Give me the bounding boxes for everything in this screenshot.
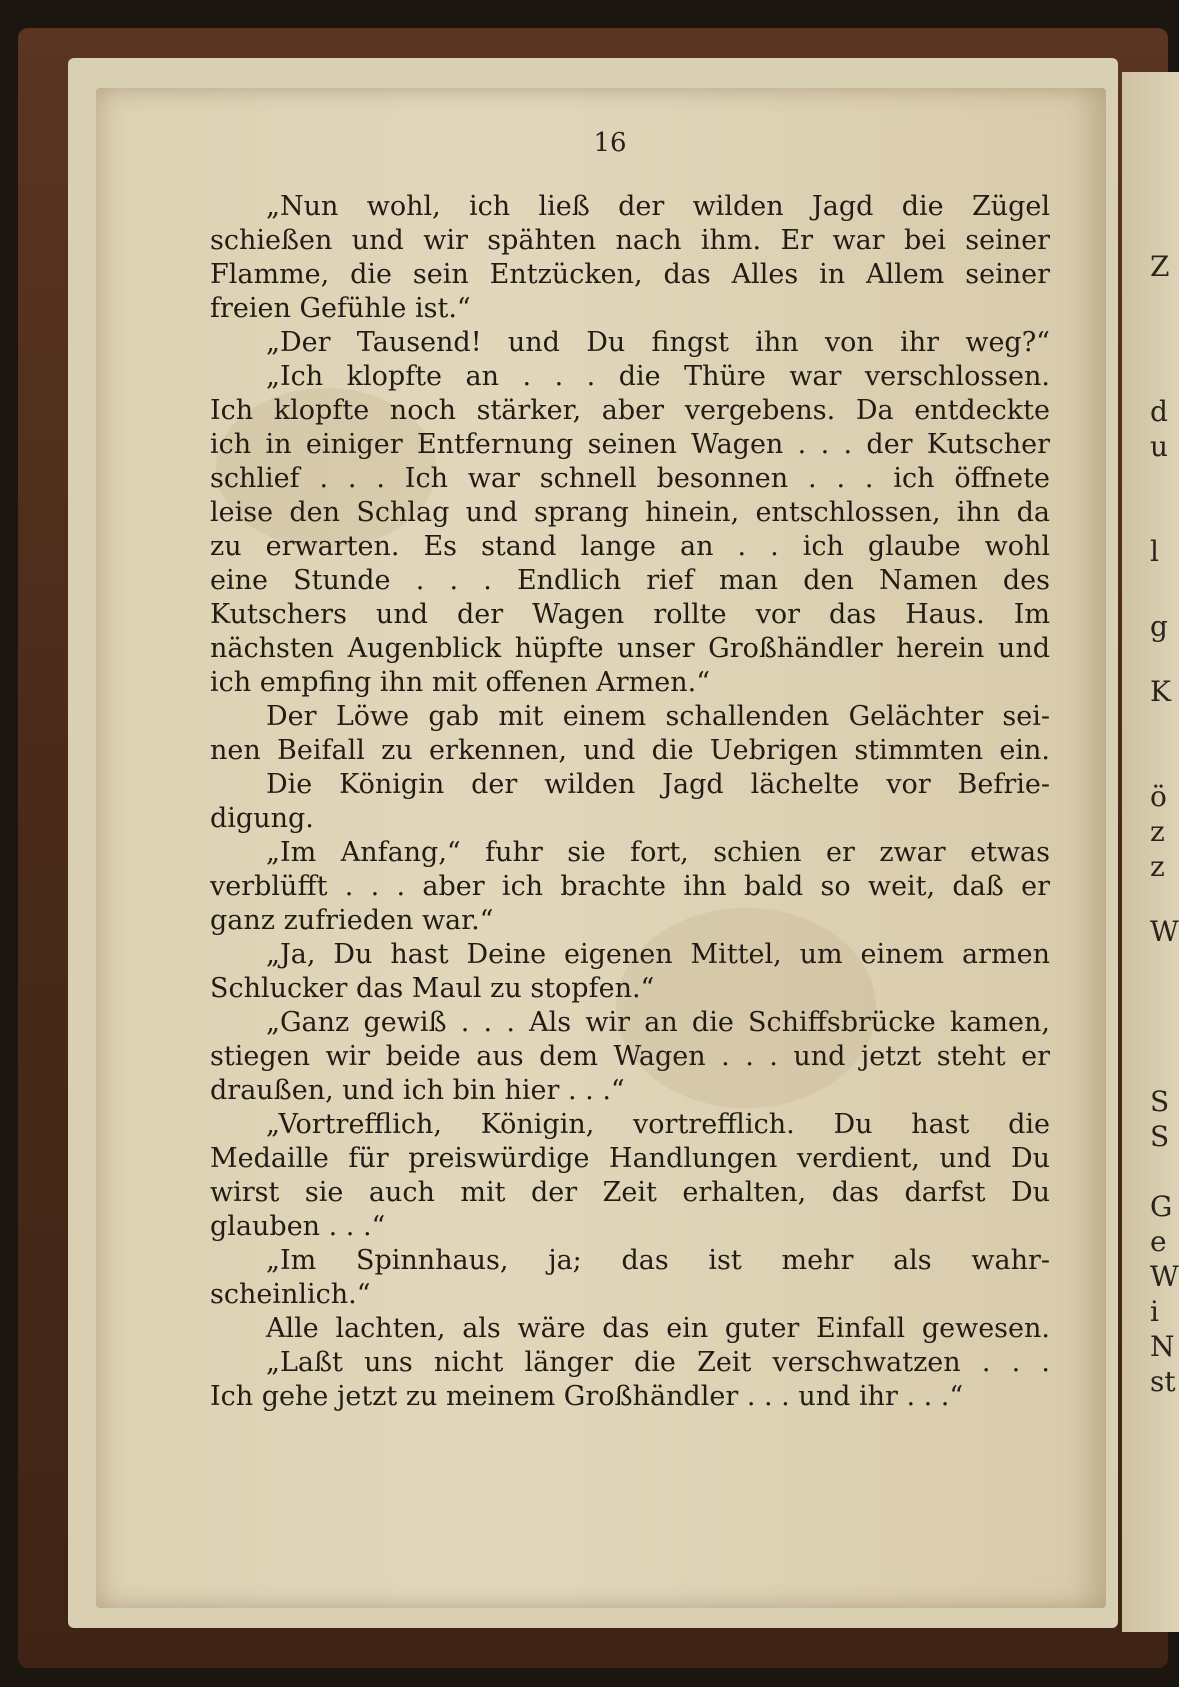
- text-line: eine Stunde . . . Endlich rief man den Namen des: [210, 565, 1050, 596]
- text-line: „Ja, Du hast Deine eigenen Mittel, um einem armen: [266, 939, 1050, 970]
- adjacent-page-fragment: S: [1150, 1120, 1170, 1153]
- text-line: Flamme, die sein Entzücken, das Alles in Allem seiner: [210, 259, 1050, 290]
- text-line: ich in einiger Entfernung seinen Wagen . . . der Kutscher: [210, 429, 1050, 460]
- adjacent-page-fragment: st: [1150, 1365, 1176, 1398]
- text-line: „Vortrefflich, Königin, vortrefflich. Du hast die: [266, 1109, 1050, 1140]
- text-line: Ich gehe jetzt zu meinem Großhändler . . . und ihr . . .“: [210, 1381, 964, 1412]
- page-number: 16: [593, 128, 627, 158]
- page-text: [210, 190, 1050, 1490]
- text-line: Medaille für preiswürdige Handlungen verdient, und Du: [210, 1143, 1050, 1174]
- text-line: Kutschers und der Wagen rollte vor das Haus. Im: [210, 599, 1050, 630]
- adjacent-page-fragment: z: [1150, 815, 1165, 848]
- text-line: „Laßt uns nicht länger die Zeit verschwatzen . . .: [266, 1347, 1050, 1378]
- text-line: Ich klopfte noch stärker, aber vergebens. Da entdeckte: [210, 395, 1050, 426]
- adjacent-page-text: [1150, 0, 1179, 1687]
- text-line: Schlucker das Maul zu stopfen.“: [210, 973, 655, 1004]
- text-line: „Nun wohl, ich ließ der wilden Jagd die Zügel: [266, 191, 1050, 222]
- text-line: stiegen wir beide aus dem Wagen . . . und jetzt steht er: [210, 1041, 1050, 1072]
- adjacent-page-fragment: l: [1150, 535, 1159, 568]
- adjacent-page-fragment: W: [1150, 1260, 1179, 1293]
- text-line: nen Beifall zu erkennen, und die Uebrigen stimmten ein.: [210, 735, 1050, 766]
- text-line: freien Gefühle ist.“: [210, 293, 471, 324]
- text-line: ich empfing ihn mit offenen Armen.“: [210, 667, 711, 698]
- adjacent-page-fragment: S: [1150, 1085, 1170, 1118]
- text-line: draußen, und ich bin hier . . .“: [210, 1075, 625, 1106]
- text-line: Alle lachten, als wäre das ein guter Einfall gewesen.: [266, 1313, 1050, 1344]
- text-line: nächsten Augenblick hüpfte unser Großhändler herein und: [210, 633, 1050, 664]
- text-line: „Im Spinnhaus, ja; das ist mehr als wahr-: [266, 1245, 1050, 1276]
- text-line: „Ich klopfte an . . . die Thüre war verschlossen.: [266, 361, 1050, 392]
- adjacent-page-fragment: ö: [1150, 780, 1167, 813]
- adjacent-page-fragment: i: [1150, 1295, 1159, 1328]
- text-line: glauben . . .“: [210, 1211, 386, 1242]
- adjacent-page-fragment: W: [1150, 915, 1179, 948]
- text-line: zu erwarten. Es stand lange an . . ich glaube wohl: [210, 531, 1050, 562]
- adjacent-page-fragment: Z: [1150, 250, 1170, 283]
- adjacent-page-fragment: z: [1150, 850, 1165, 883]
- text-line: Die Königin der wilden Jagd lächelte vor Befrie-: [266, 769, 1050, 800]
- text-line: „Im Anfang,“ fuhr sie fort, schien er zwar etwas: [266, 837, 1050, 868]
- text-line: scheinlich.“: [210, 1279, 371, 1310]
- adjacent-page-fragment: N: [1150, 1330, 1175, 1363]
- adjacent-page-fragment: d: [1150, 395, 1168, 428]
- text-line: Der Löwe gab mit einem schallenden Gelächter sei-: [266, 701, 1050, 732]
- adjacent-page-fragment: g: [1150, 610, 1168, 643]
- adjacent-page-fragment: G: [1150, 1190, 1173, 1223]
- text-line: schlief . . . Ich war schnell besonnen . . . ich öffnete: [210, 463, 1050, 494]
- text-line: ganz zufrieden war.“: [210, 905, 494, 936]
- text-line: „Der Tausend! und Du fingst ihn von ihr weg?“: [266, 327, 1050, 358]
- text-line: verblüfft . . . aber ich brachte ihn bald so weit, daß er: [210, 871, 1050, 902]
- text-line: digung.: [210, 803, 314, 834]
- adjacent-page-fragment: K: [1150, 675, 1171, 708]
- adjacent-page-fragment: u: [1150, 430, 1169, 463]
- text-line: schießen und wir spähten nach ihm. Er war bei seiner: [210, 225, 1050, 256]
- text-line: wirst sie auch mit der Zeit erhalten, das darfst Du: [210, 1177, 1050, 1208]
- text-line: „Ganz gewiß . . . Als wir an die Schiffsbrücke kamen,: [266, 1007, 1050, 1038]
- text-line: leise den Schlag und sprang hinein, entschlossen, ihn da: [210, 497, 1050, 528]
- adjacent-page-fragment: e: [1150, 1225, 1167, 1258]
